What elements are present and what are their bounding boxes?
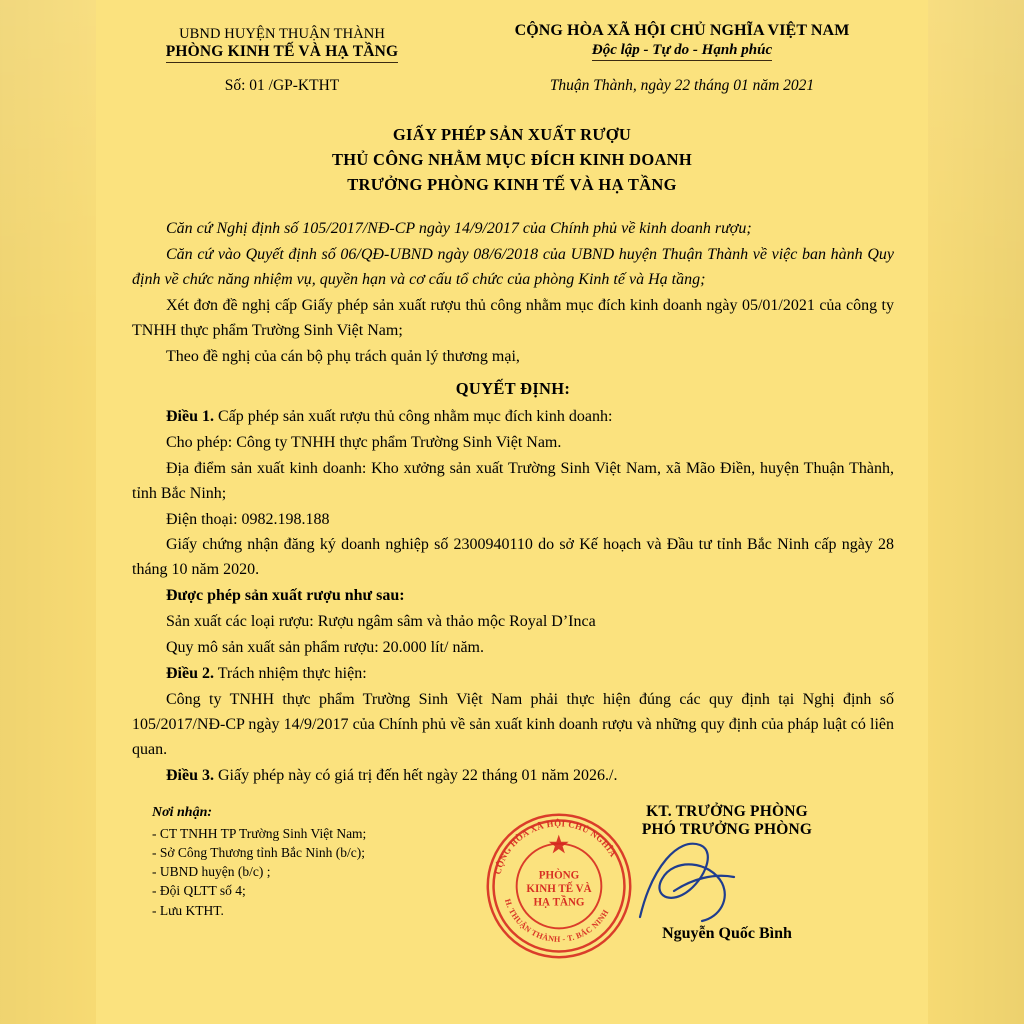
authority-line-2: PHÒNG KINH TẾ VÀ HẠ TẦNG xyxy=(166,43,399,63)
handwritten-signature xyxy=(582,821,792,941)
recipient-item: - Lưu KTHT. xyxy=(152,902,224,918)
recipient-item: - Đội QLTT số 4; xyxy=(152,883,246,899)
article-3 xyxy=(132,764,894,789)
national-title: CỘNG HÒA XÃ HỘI CHỦ NGHĨA VIỆT NAM xyxy=(514,22,850,39)
document-title-block xyxy=(126,123,898,197)
article-3-label: Điều 3. xyxy=(166,767,214,785)
national-motto: Độc lập - Tự do - Hạnh phúc xyxy=(592,42,772,61)
article-2-body: Công ty TNHH thực phẩm Trường Sinh Việt Nam phải thực hiện đúng các quy định tại Nghị định số 105/2017/NĐ-CP ngày 14/9/2017 của Chính phủ về sản xuất kinh doanh rượu và những quy định của pháp luật có liên quan. xyxy=(132,691,894,759)
signature-block xyxy=(492,803,892,944)
signer-name: Nguyễn Quốc Bình xyxy=(662,925,792,942)
preamble-1: Căn cứ Nghị định số 105/2017/NĐ-CP ngày 14/9/2017 của Chính phủ về kinh doanh rượu; xyxy=(166,220,752,238)
preamble-3: Xét đơn đề nghị cấp Giấy phép sản xuất rượu thủ công nhằm mục đích kinh doanh ngày 05/01/2021 của công ty TNHH thực phẩm Trường Sinh Việt Nam; xyxy=(132,297,894,340)
svg-text:HẠ TẦNG: HẠ TẦNG xyxy=(533,896,585,909)
permit-line-1: Sản xuất các loại rượu: Rượu ngâm sâm và thảo mộc Royal D’Inca xyxy=(166,613,596,631)
document-header xyxy=(126,18,898,63)
article-1-line-1: Cho phép: Công ty TNHH thực phẩm Trường Sinh Việt Nam. xyxy=(166,433,562,451)
authority-line-1: UBND HUYỆN THUẬN THÀNH xyxy=(179,26,385,42)
svg-text:H. THUẬN THÀNH - T. BẮC NINH: H. THUẬN THÀNH - T. BẮC NINH xyxy=(502,897,611,944)
svg-text:KINH TẾ VÀ: KINH TẾ VÀ xyxy=(526,882,592,895)
article-1-line-4: Giấy chứng nhận đăng ký doanh nghiệp số 2300940110 do sở Kế hoạch và Đầu tư tỉnh Bắc Ninh cấp ngày 28 tháng 10 năm 2020. xyxy=(132,536,894,579)
permit-heading: Được phép sản xuất rượu như sau: xyxy=(166,587,405,605)
preamble-4: Theo đề nghị của cán bộ phụ trách quản lý thương mại, xyxy=(166,348,520,366)
issuing-authority xyxy=(132,22,432,63)
article-2-text: Trách nhiệm thực hiện: xyxy=(214,665,367,683)
signer-role-line-1: KT. TRƯỞNG PHÒNG xyxy=(646,803,808,820)
article-1-line-2: Địa điểm sản xuất kinh doanh: Kho xưởng sản xuất Trường Sinh Việt Nam, xã Mão Điền, huyện Thuận Thành, tỉnh Bắc Ninh; xyxy=(132,459,894,502)
document-body xyxy=(126,217,898,789)
recipients-title: Nơi nhận: xyxy=(152,805,213,820)
article-1-label: Điều 1. xyxy=(166,407,214,425)
permit-line-2: Quy mô sản xuất sản phẩm rượu: 20.000 lít/ năm. xyxy=(166,639,484,657)
article-1 xyxy=(132,405,894,430)
recipient-item: - Sở Công Thương tỉnh Bắc Ninh (b/c); xyxy=(152,845,365,861)
document-subheader xyxy=(126,77,898,95)
svg-text:CỘNG HÒA XÃ HỘI CHỦ NGHĨA: CỘNG HÒA XÃ HỘI CHỦ NGHĨA xyxy=(492,818,619,876)
article-2 xyxy=(132,662,894,687)
recipient-item: - UBND huyện (b/c) ; xyxy=(152,864,271,880)
preamble-2: Căn cứ vào Quyết định số 06/QĐ-UBND ngày 08/6/2018 của UBND huyện Thuận Thành về việc ban hành Quy định về chức năng nhiệm vụ, quyền hạn và cơ cấu tổ chức của phòng Kinh tế và Hạ tầng; xyxy=(132,246,894,289)
place-and-date: Thuận Thành, ngày 22 tháng 01 năm 2021 xyxy=(549,77,815,94)
svg-text:PHÒNG: PHÒNG xyxy=(538,869,580,882)
decide-heading: QUYẾT ĐỊNH: xyxy=(455,378,571,398)
recipients-block xyxy=(152,803,482,943)
article-2-label: Điều 2. xyxy=(166,665,214,683)
recipient-item: - CT TNHH TP Trường Sinh Việt Nam; xyxy=(152,825,367,841)
title-line-2: THỦ CÔNG NHẰM MỤC ĐÍCH KINH DOANH xyxy=(331,149,693,169)
title-line-3: TRƯỞNG PHÒNG KINH TẾ VÀ HẠ TẦNG xyxy=(347,174,677,194)
document-sheet xyxy=(96,0,928,1024)
national-heading xyxy=(472,22,892,61)
article-1-line-3: Điện thoại: 0982.198.188 xyxy=(166,510,330,528)
title-line-1: GIẤY PHÉP SẢN XUẤT RƯỢU xyxy=(392,125,632,144)
article-1-text: Cấp phép sản xuất rượu thủ công nhằm mục đích kinh doanh: xyxy=(214,407,613,425)
document-footer xyxy=(126,803,898,943)
document-number: Số: 01 /GP-KTHT xyxy=(224,77,340,94)
signer-role-line-2: PHÓ TRƯỞNG PHÒNG xyxy=(641,821,813,838)
article-3-text: Giấy phép này có giá trị đến hết ngày 22 tháng 01 năm 2026./. xyxy=(214,767,618,785)
